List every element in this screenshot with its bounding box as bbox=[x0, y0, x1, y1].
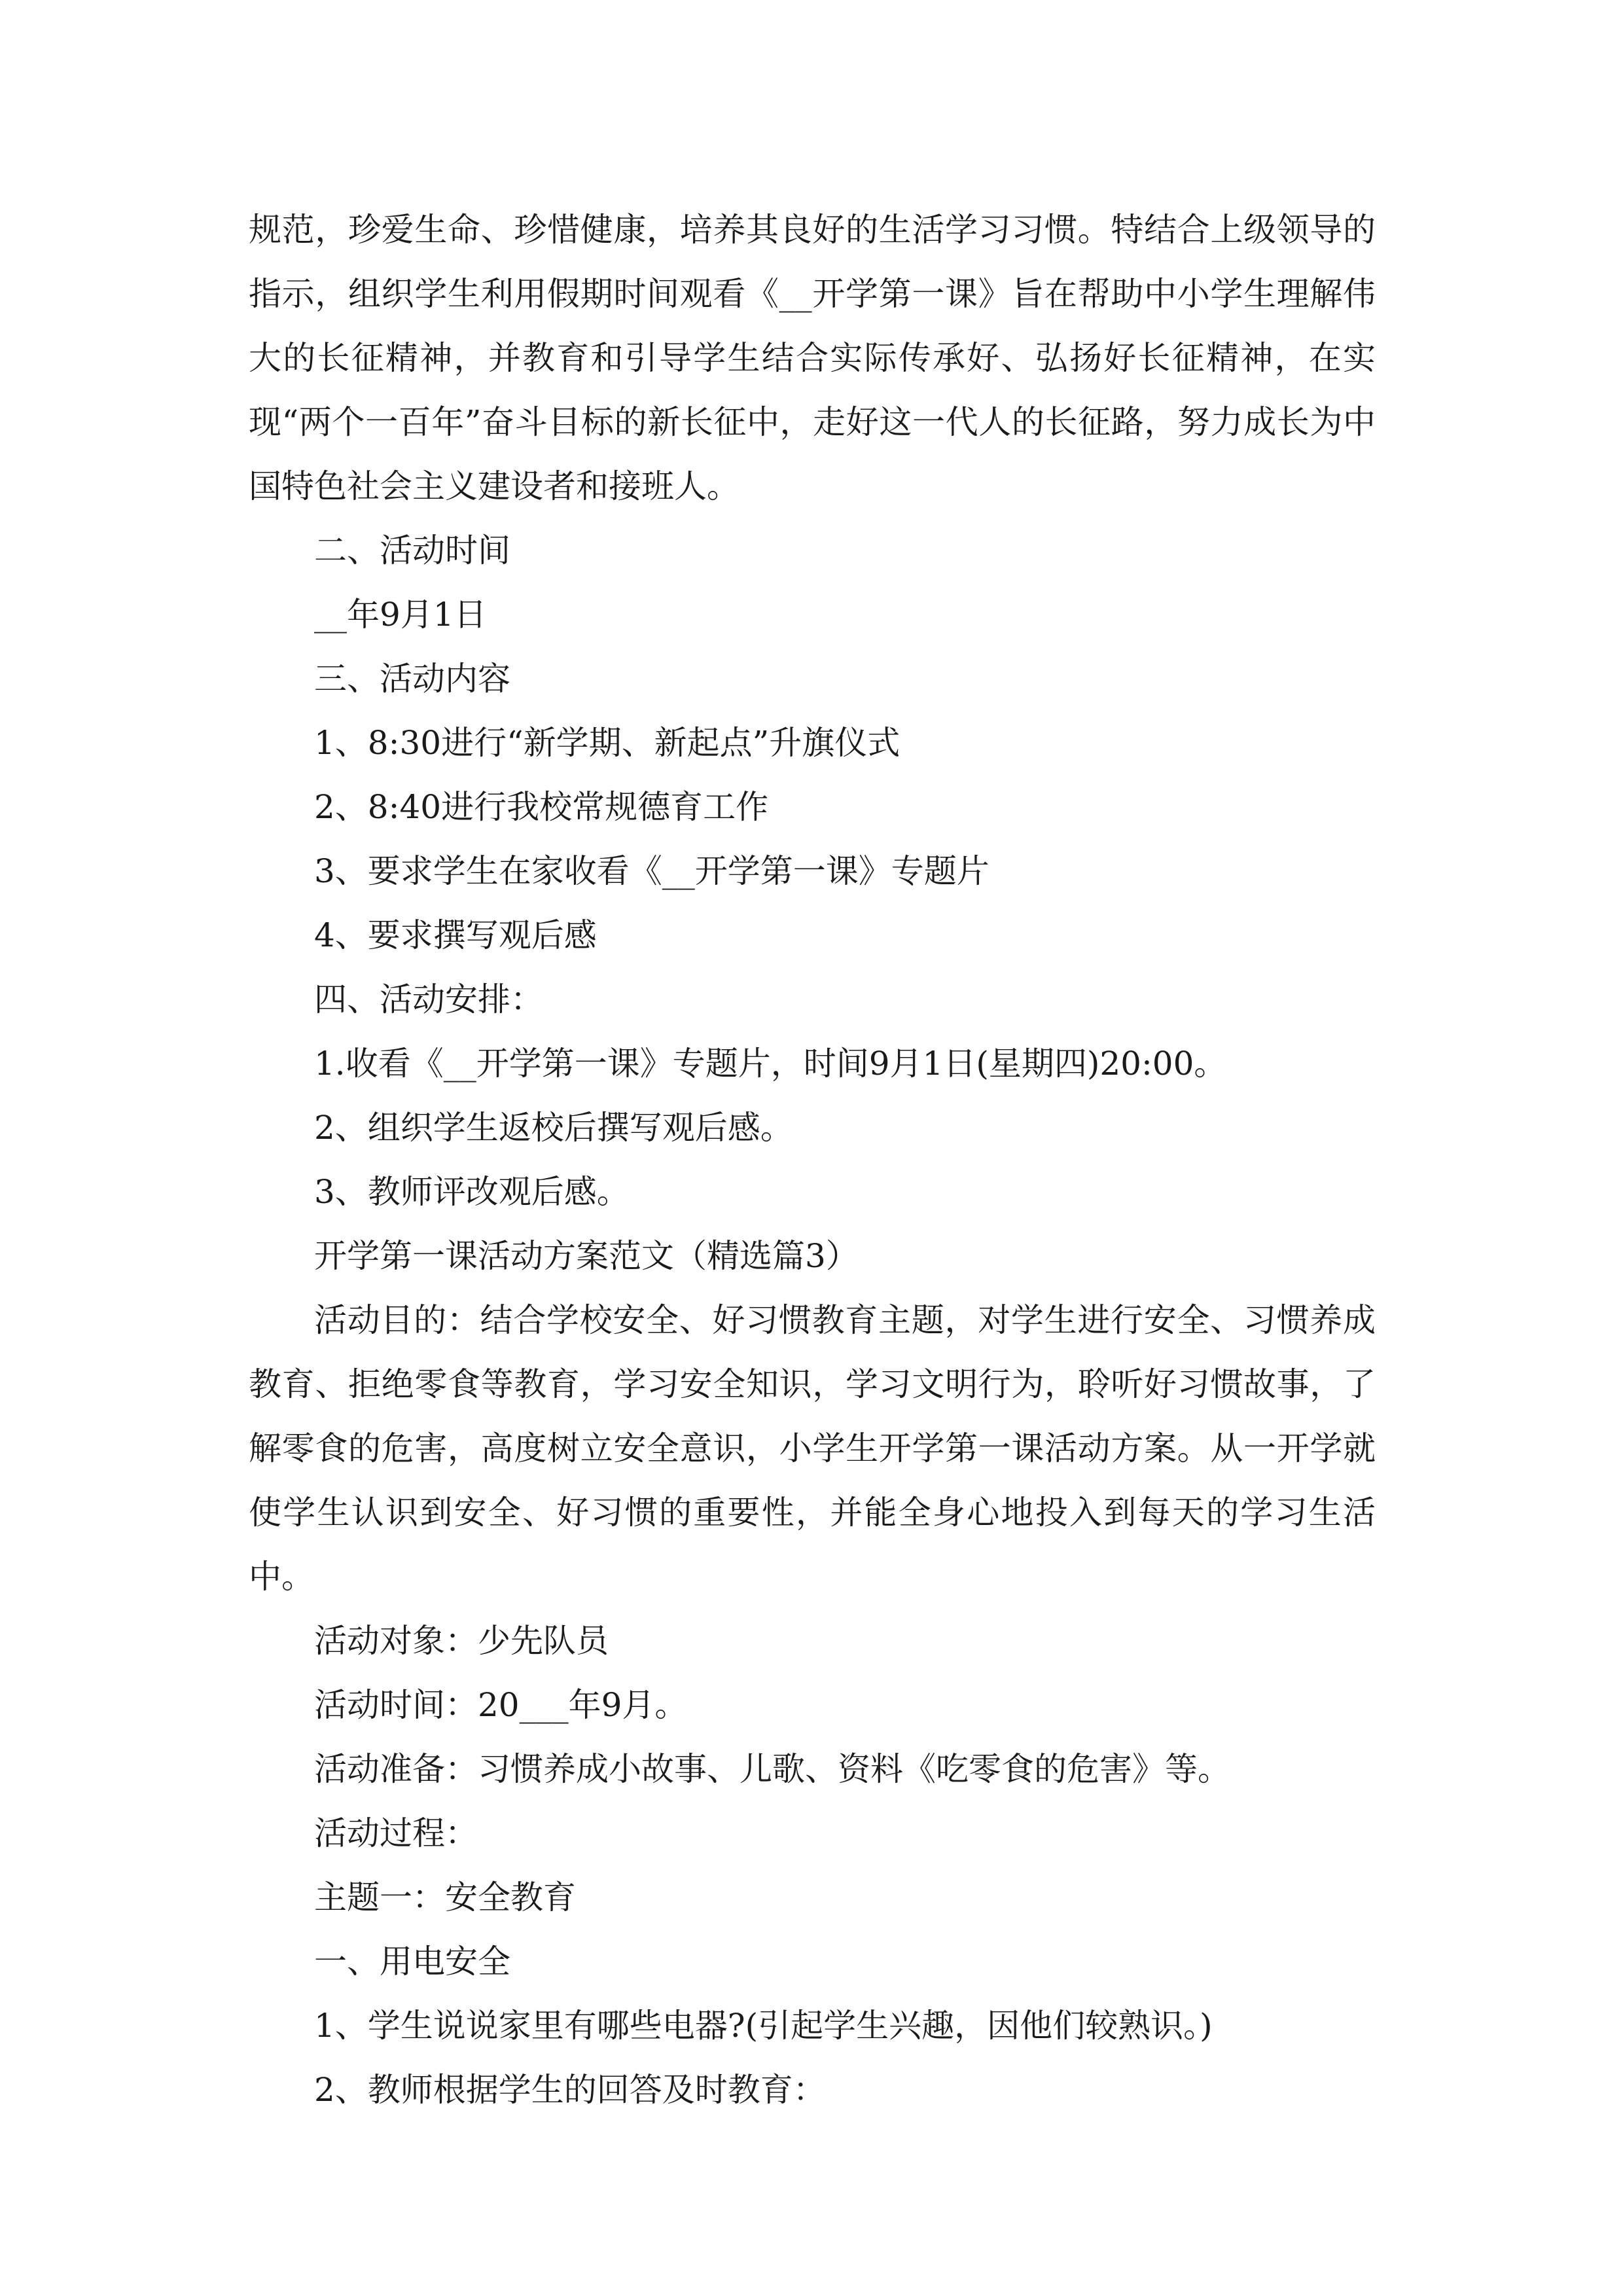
content-item-4: 4、要求撰写观后感 bbox=[314, 916, 597, 954]
paragraph-guidance-continued: 规范，珍爱生命、珍惜健康，培养其良好的生活学习习惯。特结合上级领导的指示，组织学生利用假期时间观看《__开学第一课》旨在帮助中小学生理解伟大的长征精神，并教育和引导学生结合实际传承好、弘扬好长征精神，在实现“两个一百年”奋斗目标的新长征中，走好这一代人的长征路，努力成长为中国特色社会主义建设者和接班人。 bbox=[249, 211, 1376, 505]
arrangement-item-2: 2、组织学生返校后撰写观后感。 bbox=[314, 1109, 793, 1147]
heading-activity-time: 二、活动时间 bbox=[314, 531, 510, 569]
heading-electrical-safety: 一、用电安全 bbox=[314, 1943, 510, 1981]
arrangement-item-1: 1.收看《__开学第一课》专题片，时间9月1日(星期四)20:00。 bbox=[314, 1045, 1227, 1083]
activity-target: 活动对象：少先队员 bbox=[314, 1622, 609, 1660]
heading-activity-arrangement: 四、活动安排： bbox=[314, 980, 543, 1018]
electrical-item-2: 2、教师根据学生的回答及时教育： bbox=[314, 2071, 826, 2109]
activity-date: __年9月1日 bbox=[314, 596, 487, 634]
activity-time: 活动时间：20___年9月。 bbox=[314, 1686, 688, 1724]
content-item-1: 1、8:30进行“新学期、新起点”升旗仪式 bbox=[314, 724, 901, 762]
content-item-2: 2、8:40进行我校常规德育工作 bbox=[314, 788, 769, 826]
content-item-3: 3、要求学生在家收看《__开学第一课》专题片 bbox=[314, 852, 990, 890]
theme-one-safety: 主题一：安全教育 bbox=[314, 1878, 576, 1916]
section-title-article-3: 开学第一课活动方案范文（精选篇3） bbox=[314, 1237, 859, 1275]
heading-activity-content: 三、活动内容 bbox=[314, 660, 510, 698]
activity-preparation: 活动准备：习惯养成小故事、儿歌、资料《吃零食的危害》等。 bbox=[314, 1750, 1230, 1788]
document-body bbox=[249, 198, 1376, 2122]
heading-activity-process: 活动过程： bbox=[314, 1814, 478, 1852]
electrical-item-1: 1、学生说说家里有哪些电器?(引起学生兴趣，因他们较熟识。) bbox=[314, 2007, 1213, 2045]
paragraph-activity-purpose: 活动目的：结合学校安全、好习惯教育主题，对学生进行安全、习惯养成教育、拒绝零食等教育，学习安全知识，学习文明行为，聆听好习惯故事，了解零食的危害，高度树立安全意识，小学生开学第一课活动方案。从一开学就使学生认识到安全、好习惯的重要性，并能全身心地投入到每天的学习生活中。 bbox=[249, 1301, 1376, 1596]
arrangement-item-3: 3、教师评改观后感。 bbox=[314, 1173, 630, 1211]
